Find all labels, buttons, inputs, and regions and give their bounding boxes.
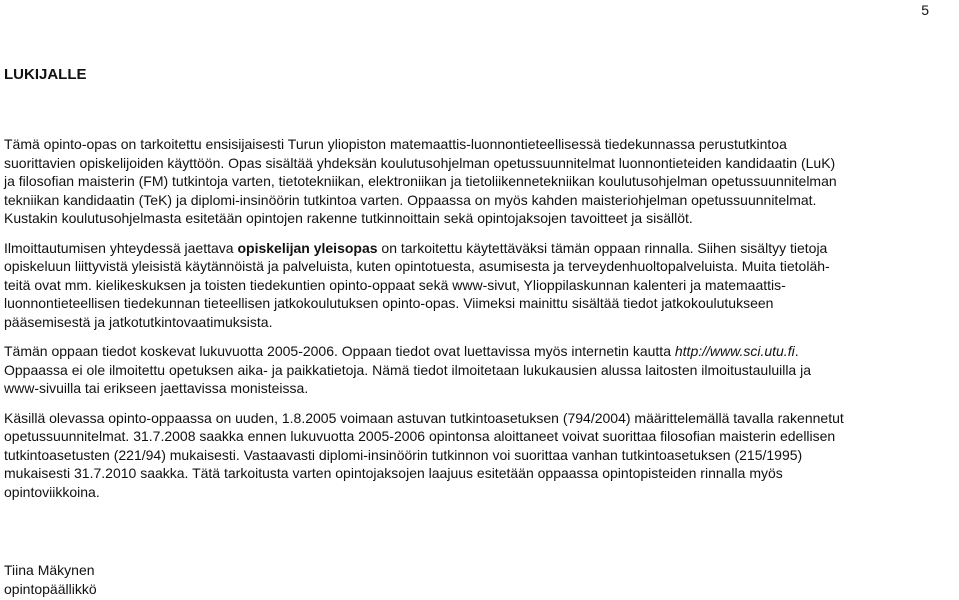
text-fragment: Tämän oppaan tiedot koskevat lukuvuotta 2005-2006. Oppaan tiedot ovat luettavissa myös internetin kautta	[4, 343, 675, 359]
text-line: opetussuunnitelmat. 31.7.2008 saakka ennen lukuvuotta 2005-2006 opintonsa aloittaneet voivat suorittaa filosofian maisterin edellisen	[4, 428, 836, 444]
text-fragment: Ilmoittautumisen yhteydessä jaettava	[4, 239, 238, 256]
paragraph-degree-regulations	[4, 409, 956, 502]
text-line: ja filosofian maisterin (FM) tutkintoja varten, tietotekniikan, elektroniikan ja tietoliikennetekniikan koulutusohjelman opetussuunnitelman	[4, 173, 837, 189]
text-line: tekniikan kandidaatin (TeK) ja diplomi-insinöörin tutkintoa varten. Oppaassa on myös kahden maisteriohjelman opetussuunnitelmat.	[4, 191, 817, 208]
text-line: luonnontieteellisen tiedekunnan tieteellisen jatkokoulutuksen opinto-opas. Viimeksi mainittu sisältää tiedot jatkokoulutukseen	[4, 295, 774, 311]
text-line: pääsemisestä ja jatkotutkintovaatimuksista.	[4, 313, 273, 330]
text-line	[4, 239, 956, 258]
page-number: 5	[921, 2, 929, 18]
text-line: suorittavien opiskelijoiden käyttöön. Opas sisältää yhdeksän koulutusohjelman opetussuunnitelmat luonnontieteiden kandidaatin (LuK)	[4, 154, 836, 171]
text-line: tutkintoasetusten (221/94) mukaisesti. Vastaavasti diplomi-insinöörin tutkinnon voi suorittaa vanhan tutkintoasetuksen (215/1995)	[4, 446, 803, 463]
text-fragment: .	[794, 343, 799, 359]
text-line: Käsillä olevassa opinto-oppaassa on uuden, 1.8.2005 voimaan astuvan tutkintoasetuksen (794/2004) määrittelemällä tavalla rakennetut	[4, 409, 844, 426]
text-line: opiskeluun liittyvistä yleisistä käytännöistä ja palveluista, kuten opintotuesta, asumisesta ja terveydenhuoltopalveluista. Muita tietoläh-	[4, 258, 830, 274]
text-line	[4, 342, 956, 361]
text-line: Oppaassa ei ole ilmoitettu opetuksen aika- ja paikkatietoja. Nämä tiedot ilmoitetaan lukukausien alussa laitosten ilmoitustauluilla ja	[4, 361, 812, 378]
signature-title: opintopäällikkö	[4, 580, 97, 597]
bold-guide-name: opiskelijan yleisopas	[237, 239, 378, 256]
page-heading: LUKIJALLE	[4, 66, 87, 83]
paragraph-validity	[4, 342, 956, 398]
signature-block	[4, 561, 97, 598]
text-line: teitä ovat mm. kielikeskuksen ja toisten tiedekuntien opinto-oppaat sekä www-sivut, Ylioppilaskunnan kalenteri ja matemaattis-	[4, 276, 786, 293]
paragraph-general-guide	[4, 239, 956, 332]
website-link[interactable]: http://www.sci.utu.fi	[674, 343, 795, 359]
text-line: www-sivuilla tai erikseen jaettavissa monisteissa.	[4, 380, 309, 396]
paragraph-intro	[4, 135, 956, 228]
document-body	[4, 135, 956, 512]
text-line: mukaisesti 31.7.2010 saakka. Tätä tarkoitusta varten opintojaksojen laajuus esitetään oppaassa opintopisteiden rinnalla myös	[4, 465, 783, 481]
text-line: opintoviikkoina.	[4, 483, 100, 500]
text-fragment: on tarkoitettu käytettäväksi tämän oppaan rinnalla. Siihen sisältyy tietoja	[377, 239, 828, 256]
text-line: Tämä opinto-opas on tarkoitettu ensisijaisesti Turun yliopiston matemaattis-luonnontieteellisessä tiedekunnassa perustutkintoa	[4, 136, 787, 152]
text-line: Kustakin koulutusohjelmasta esitetään opintojen rakenne tutkinnoittain sekä opintojaksojen tavoitteet ja sisällöt.	[4, 210, 693, 226]
signature-name: Tiina Mäkynen	[4, 562, 95, 578]
